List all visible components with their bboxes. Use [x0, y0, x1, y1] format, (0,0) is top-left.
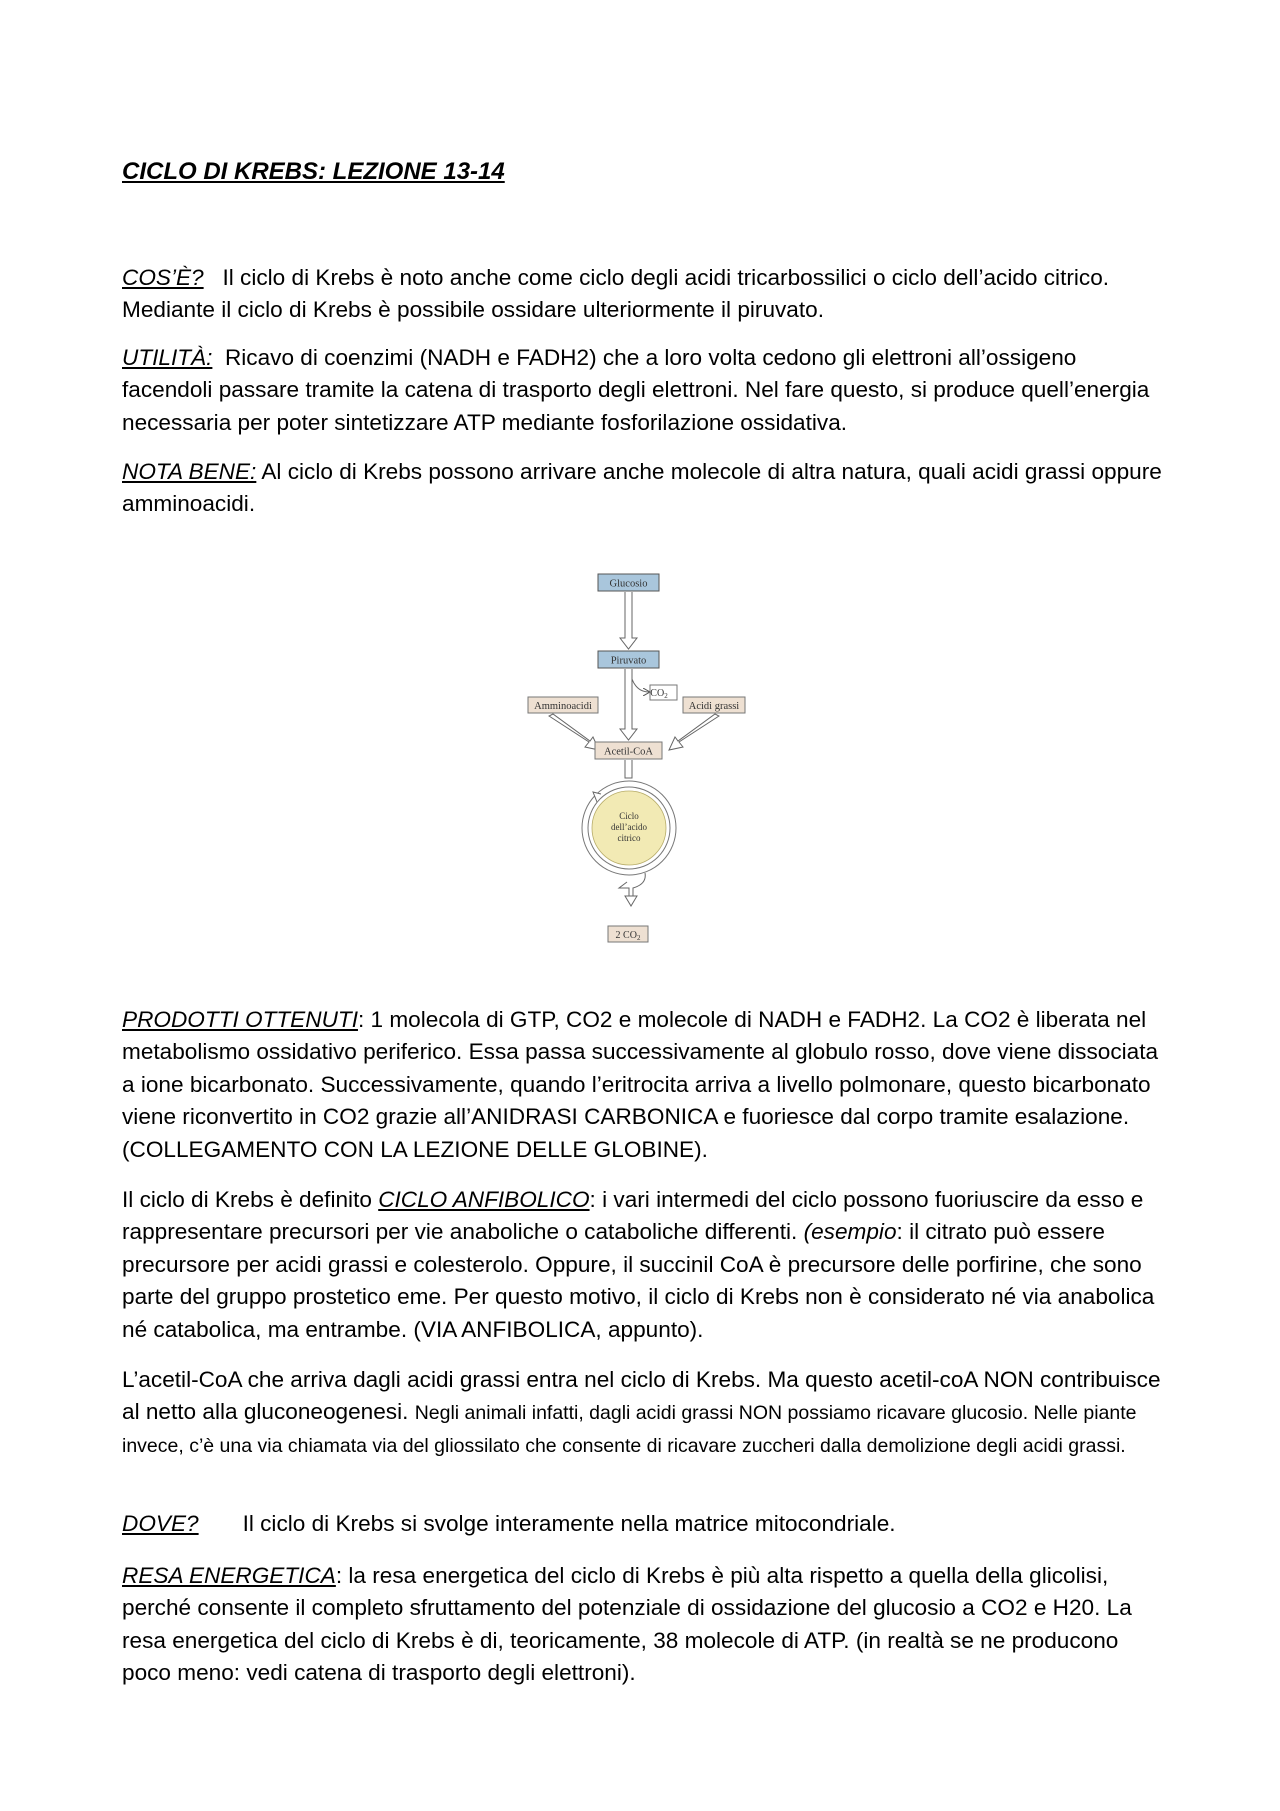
text-anfibolico-1: : i vari intermedi del ciclo possono fuoriuscire da esso e rappresentare precursori per vie anaboliche o cataboliche differenti. — [122, 1187, 1144, 1245]
label-anfibolico: CICLO ANFIBOLICO — [378, 1187, 590, 1212]
cycle-label-2: dell’acido — [611, 822, 647, 832]
text-anfibolico-2: : il citrato può essere precursore per acidi grassi e colesterolo. Oppure, il succinil CoA è precursore delle porfirine, che sono parte del gruppo prostetico eme. Per questo motivo, il ciclo di Krebs non è considerato né via anabolica né catabolica, ma entrambe. (VIA ANFIBOLICA, appunto). — [122, 1219, 1155, 1342]
text-anfibolico-prefix: Il ciclo di Krebs è definito — [122, 1187, 379, 1212]
label-dove: DOVE? — [122, 1511, 199, 1536]
text-acetil: L’acetil-CoA che arriva dagli acidi grassi entra nel ciclo di Krebs. Ma questo acetil-coA NON contribuisce al netto alla gluconeogenesi. — [122, 1367, 1161, 1425]
amminoacidi-label: Amminoacidi — [534, 701, 592, 712]
cycle-label-1: Ciclo — [619, 811, 639, 821]
paren-open: ( — [803, 1219, 812, 1245]
label-utilita: UTILITÀ: — [122, 345, 213, 370]
paragraph-utilita — [122, 342, 1172, 439]
page-title: CICLO DI KREBS: LEZIONE 13-14 — [122, 158, 505, 185]
arrow-co2-release — [632, 679, 649, 692]
acetil-coa-label: Acetil-CoA — [604, 746, 653, 758]
label-resa: RESA ENERGETICA — [122, 1563, 336, 1588]
krebs-diagram-svg — [519, 566, 759, 948]
text-acetil-small: Negli animali infatti, dagli acidi grassi NON possiamo ricavare glucosio. Nelle piante invece, c’è una via chiamata via del gliossilato che consente di ricavare zuccheri dalla demolizione degli acidi grassi. — [122, 1402, 1137, 1457]
arrow-acetil-cycle — [625, 760, 632, 778]
label-nota-bene: NOTA BENE: — [122, 459, 257, 484]
text-nota-bene: Al ciclo di Krebs possono arrivare anche molecole di altra natura, quali acidi grassi oppure amminoacidi. — [122, 459, 1162, 517]
paragraph-dove — [122, 1508, 1172, 1540]
text-utilita: Ricavo di coenzimi (NADH e FADH2) che a loro volta cedono gli elettroni all’ossigeno facendoli passare tramite la catena di trasporto degli elettroni. Nel fare questo, si produce quell’energia necessaria per poter sintetizzare ATP mediante fosforilazione ossidativa. — [122, 345, 1150, 435]
arrow-glucosio-piruvato — [620, 592, 637, 649]
label-cos-e: COS’È? — [122, 265, 204, 290]
paragraph-anfibolico — [122, 1184, 1172, 1346]
label-prodotti: PRODOTTI OTTENUTI — [122, 1007, 358, 1032]
co2-label-text: CO — [650, 688, 665, 699]
paragraph-cos-e — [122, 262, 1172, 327]
out-co2-subscript: 2 — [636, 934, 641, 942]
acidi-grassi-label: Acidi grassi — [688, 701, 740, 712]
co2-subscript: 2 — [664, 692, 668, 700]
arrow-acidi-grassi-acetil — [669, 714, 719, 750]
text-dove: Il ciclo di Krebs si svolge interamente nella matrice mitocondriale. — [242, 1511, 896, 1536]
paragraph-acetil — [122, 1364, 1172, 1461]
paragraph-resa — [122, 1560, 1172, 1690]
glucosio-label: Glucosio — [609, 578, 648, 590]
out-co2-label-text: 2 CO — [615, 930, 637, 941]
arrow-amminoacidi-acetil — [549, 714, 599, 750]
arrow-cycle-co2-head — [625, 896, 637, 906]
text-prodotti: : 1 molecola di GTP, CO2 e molecole di NADH e FADH2. La CO2 è liberata nel metabolismo ossidativo periferico. Essa passa successivamente al globulo rosso, dove viene dissociata a ione bicarbonato. Successivamente, quando l’eritrocita arriva a livello polmonare, questo bicarbonato viene riconvertito in CO2 grazie all’ANIDRASI CARBONICA e fuoriesce dal corpo tramite esalazione. (COLLEGAMENTO CON LA LEZIONE DELLE GLOBINE). — [122, 1007, 1159, 1162]
paragraph-prodotti — [122, 1004, 1172, 1166]
text-cos-e: Il ciclo di Krebs è noto anche come ciclo degli acidi tricarbossilici o ciclo dell’acido citrico. Mediante il ciclo di Krebs è possibile ossidare ulteriormente il piruvato. — [122, 265, 1110, 323]
arrow-cycle-co2 — [619, 873, 645, 896]
text-resa: : la resa energetica del ciclo di Krebs è più alta rispetto a quella della glicolisi, perché consente il completo sfruttamento del potenziale di ossidazione del glucosio a CO2 e H20. La resa energetica del ciclo di Krebs è di, teoricamente, 38 molecole di ATP. (in realtà se ne producono poco meno: vedi catena di trasporto degli elettroni). — [122, 1563, 1132, 1686]
krebs-diagram — [519, 566, 759, 948]
label-esempio: esempio — [811, 1219, 897, 1245]
paragraph-nota-bene — [122, 456, 1172, 521]
cycle-label-3: citrico — [617, 833, 641, 843]
piruvato-label: Piruvato — [610, 655, 647, 667]
arrow-piruvato-acetil — [620, 669, 637, 740]
